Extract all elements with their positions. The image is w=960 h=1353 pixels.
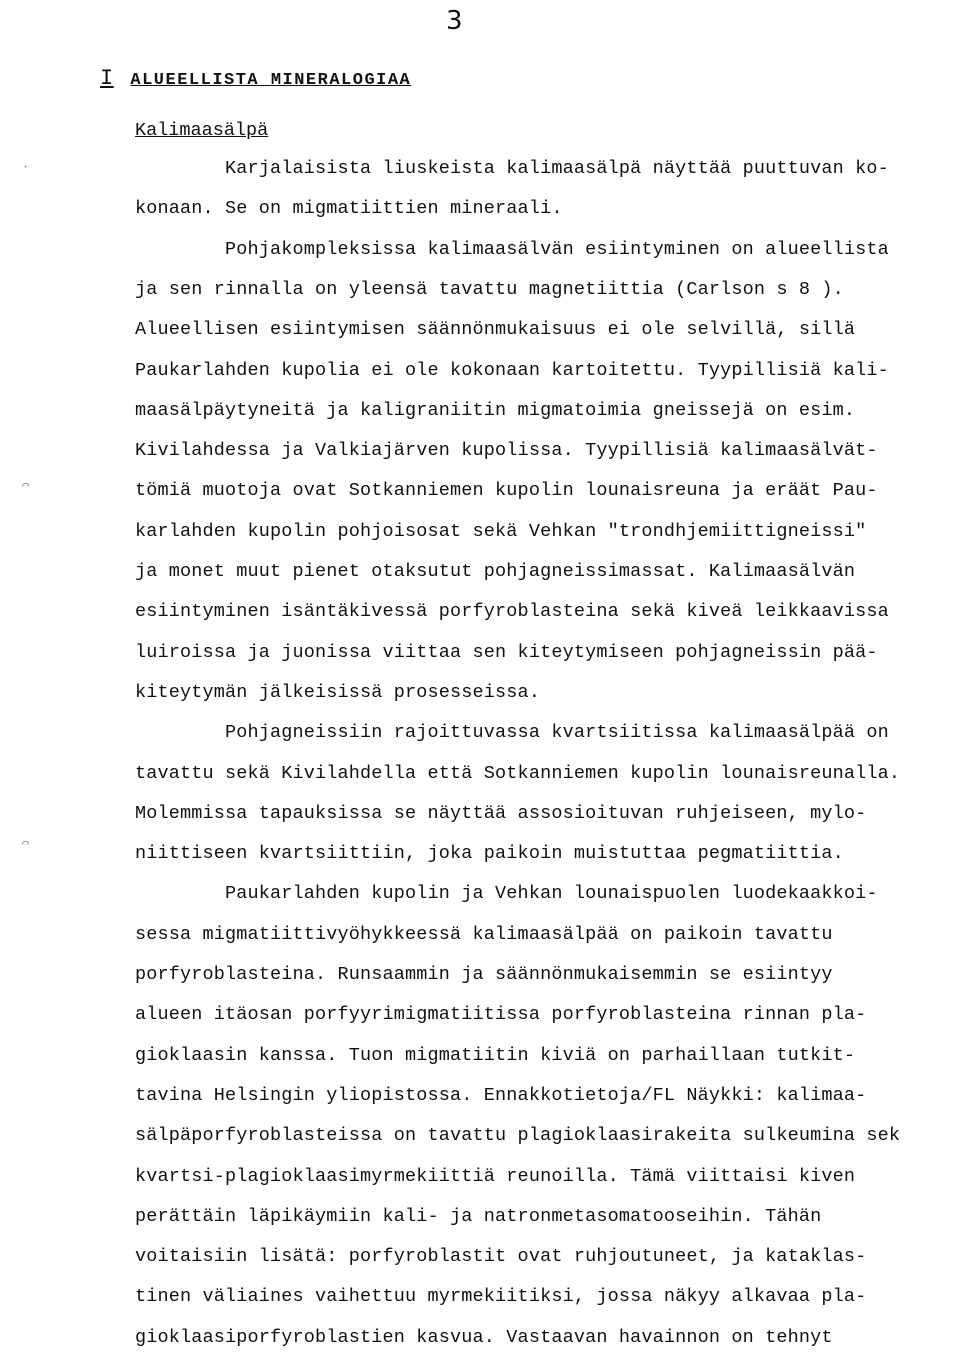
text-line: gioklaasin kanssa. Tuon migmatiitin kiviä on parhaillaan tutkit- — [135, 1044, 856, 1066]
text-line: Alueellisen esiintymisen säännönmukaisuus ei ole selvillä, sillä — [135, 319, 856, 341]
text-line: karlahden kupolin pohjoisosat sekä Vehkan "trondhjemiittigneissi" — [135, 520, 867, 542]
page-number: 3 — [446, 6, 463, 36]
text-line: voitaisiin lisätä: porfyroblastit ovat ruhjoutuneet, ja kataklas- — [135, 1246, 867, 1268]
text-line: tinen väliaines vaihettuu myrmekiitiksi, jossa näkyy alkavaa pla- — [135, 1286, 867, 1308]
text-line: tömiä muotoja ovat Sotkanniemen kupolin lounaisreuna ja eräät Pau- — [135, 480, 878, 502]
text-line: Kivilahdessa ja Valkiajärven kupolissa. Tyypillisiä kalimaasälvät- — [135, 440, 878, 462]
margin-mark: ⌒ — [22, 479, 30, 493]
text-line: tavattu sekä Kivilahdella että Sotkanniemen kupolin lounaisreunalla. — [135, 762, 901, 784]
text-line: Karjalaisista liuskeista kalimaasälpä näyttää puuttuvan ko- — [135, 158, 889, 179]
section-heading — [100, 66, 411, 91]
text-line: perättäin läpikäymiin kali- ja natronmetasomatooseihin. Tähän — [135, 1205, 822, 1227]
text-line: sälpäporfyroblasteissa on tavattu plagioklaasirakeita sulkeumina sek — [135, 1125, 901, 1147]
text-line: kiteytymän jälkeisissä prosesseissa. — [135, 681, 541, 703]
text-line: niittiseen kvartsiittiin, joka paikoin muistuttaa pegmatiittia. — [135, 843, 844, 865]
section-title: ALUEELLISTA MINERALOGIAA — [130, 71, 412, 90]
text-line: luiroissa ja juonissa viittaa sen kiteytymiseen pohjagneissin pää- — [135, 641, 878, 663]
subheading: Kalimaasälpä — [135, 120, 269, 141]
text-line: konaan. Se on migmatiittien mineraali. — [135, 198, 563, 220]
text-line: Paukarlahden kupolin ja Vehkan lounaispuolen luodekaakkoi- — [135, 883, 878, 905]
text-line: ja sen rinnalla on yleensä tavattu magnetiittia (Carlson s 8 ). — [135, 278, 844, 300]
text-line: sessa migmatiittivyöhykkeessä kalimaasälpää on paikoin tavattu — [135, 923, 833, 945]
text-line: Paukarlahden kupolia ei ole kokonaan kartoitettu. Tyypillisiä kali- — [135, 359, 889, 381]
text-line: esiintyminen isäntäkivessä porfyroblasteina sekä kiveä leikkaavissa — [135, 601, 889, 623]
text-line: alueen itäosan porfyyrimigmatiitissa porfyroblasteina rinnan pla- — [135, 1004, 867, 1026]
text-line: Pohjagneissiin rajoittuvassa kvartsiitissa kalimaasälpää on — [135, 722, 889, 744]
text-line: gioklaasiporfyroblastien kasvua. Vastaavan havainnon on tehnyt — [135, 1326, 833, 1348]
text-line: maasälpäytyneitä ja kaligraniitin migmatoimia gneissejä on esim. — [135, 399, 856, 421]
text-line: ja monet muut pienet otaksutut pohjagneissimassat. Kalimaasälvän — [135, 561, 856, 582]
margin-mark: · — [22, 160, 30, 174]
text-line: tavina Helsingin yliopistossa. Ennakkotietoja/FL Näykki: kalimaa- — [135, 1084, 867, 1106]
text-line: porfyroblasteina. Runsaammin ja säännönmukaisemmin se esiintyy — [135, 964, 833, 985]
margin-mark: ⌒ — [22, 837, 30, 851]
section-numeral: I — [100, 66, 114, 91]
text-line: Molemmissa tapauksissa se näyttää assosioituvan ruhjeiseen, mylo- — [135, 802, 867, 824]
text-line: Pohjakompleksissa kalimaasälvän esiintyminen on alueellista — [135, 238, 889, 260]
text-line: kvartsi-plagioklaasimyrmekiittiä reunoilla. Tämä viittaisi kiven — [135, 1165, 856, 1187]
